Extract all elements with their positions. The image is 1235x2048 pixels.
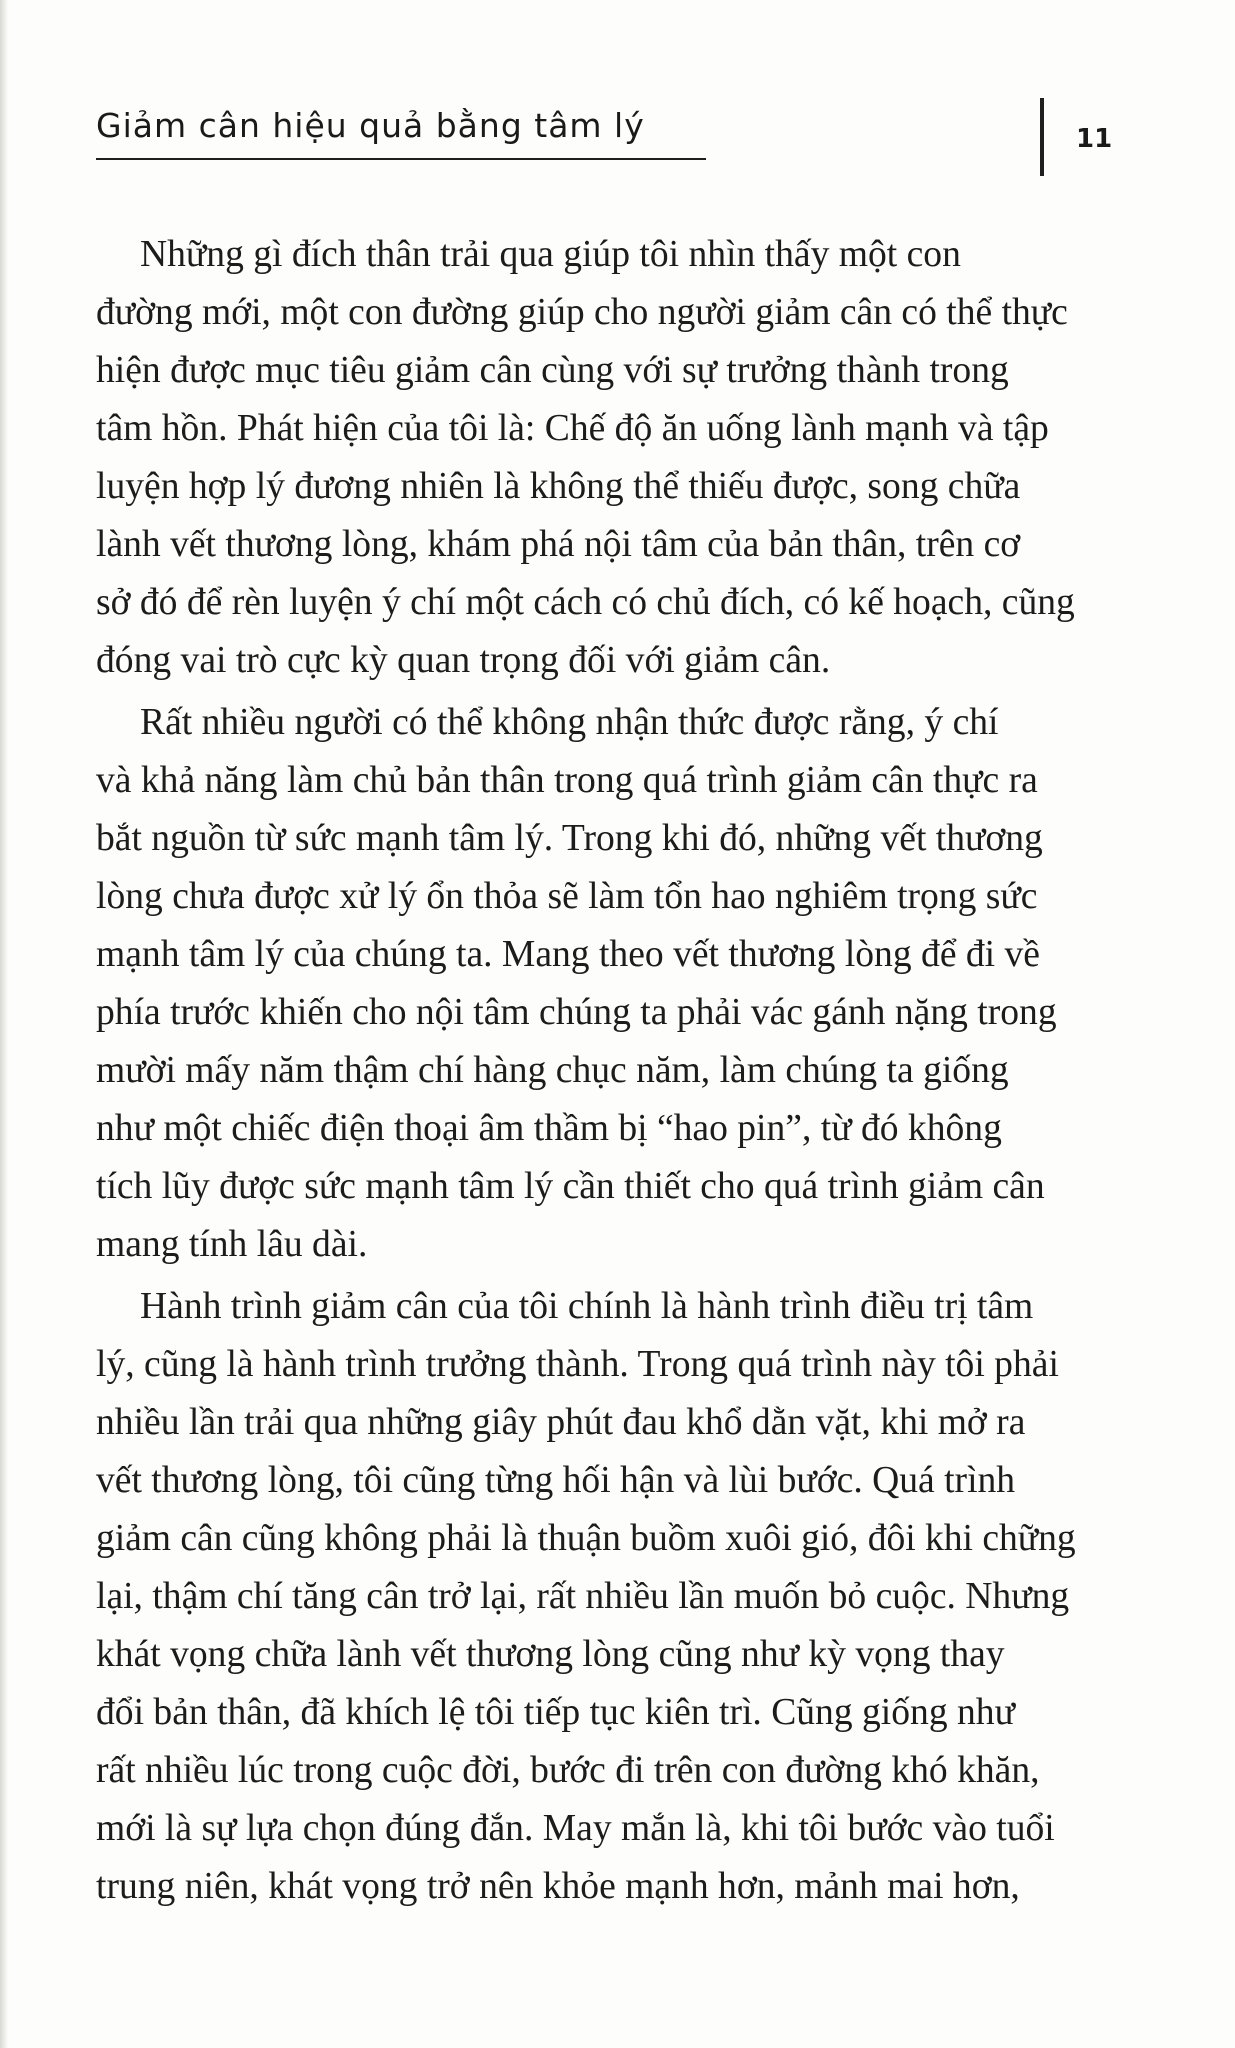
text-line: mười mấy năm thậm chí hàng chục năm, làm chúng ta giống (96, 1050, 1009, 1091)
text-line: giảm cân cũng không phải là thuận buồm xuôi gió, đôi khi chững (96, 1518, 1076, 1559)
text-line: lý, cũng là hành trình trưởng thành. Trong quá trình này tôi phải (96, 1344, 1059, 1385)
text-line: mạnh tâm lý của chúng ta. Mang theo vết thương lòng để đi về (96, 934, 1040, 975)
text-line: và khả năng làm chủ bản thân trong quá trình giảm cân thực ra (96, 760, 1038, 801)
running-title: Giảm cân hiệu quả bằng tâm lý (96, 106, 645, 145)
text-line: luyện hợp lý đương nhiên là không thể thiếu được, song chữa (96, 466, 1021, 507)
text-line: lòng chưa được xử lý ổn thỏa sẽ làm tổn hao nghiêm trọng sức (96, 876, 1038, 917)
text-line: rất nhiều lúc trong cuộc đời, bước đi trên con đường khó khăn, (96, 1750, 1040, 1791)
text-line: sở đó để rèn luyện ý chí một cách có chủ đích, có kế hoạch, cũng (96, 582, 1075, 623)
paragraph (96, 226, 1120, 690)
paragraph (96, 694, 1120, 1274)
text-line: đổi bản thân, đã khích lệ tôi tiếp tục kiên trì. Cũng giống như (96, 1692, 1015, 1733)
text-line: lành vết thương lòng, khám phá nội tâm của bản thân, trên cơ (96, 524, 1021, 565)
header-divider (1040, 98, 1044, 176)
text-line: nhiều lần trải qua những giây phút đau khổ dằn vặt, khi mở ra (96, 1402, 1026, 1443)
text-line: phía trước khiến cho nội tâm chúng ta phải vác gánh nặng trong (96, 992, 1057, 1033)
text-line: mang tính lâu dài. (96, 1224, 368, 1265)
text-line: tích lũy được sức mạnh tâm lý cần thiết cho quá trình giảm cân (96, 1166, 1045, 1207)
page-gutter-shadow (0, 0, 8, 2048)
text-line: như một chiếc điện thoại âm thầm bị “hao pin”, từ đó không (96, 1108, 1002, 1149)
page-header (96, 96, 1136, 186)
text-line: đường mới, một con đường giúp cho người giảm cân có thể thực (96, 292, 1068, 333)
text-line: hiện được mục tiêu giảm cân cùng với sự trưởng thành trong (96, 350, 1009, 391)
text-line: tâm hồn. Phát hiện của tôi là: Chế độ ăn uống lành mạnh và tập (96, 408, 1049, 449)
header-underline (96, 158, 706, 160)
text-line: bắt nguồn từ sức mạnh tâm lý. Trong khi đó, những vết thương (96, 818, 1043, 859)
text-line: Rất nhiều người có thể không nhận thức được rằng, ý chí (140, 702, 999, 743)
body-text (96, 226, 1120, 1920)
text-line: Những gì đích thân trải qua giúp tôi nhìn thấy một con (140, 234, 961, 275)
paragraph (96, 1278, 1120, 1916)
text-line: Hành trình giảm cân của tôi chính là hành trình điều trị tâm (140, 1286, 1034, 1327)
text-line: mới là sự lựa chọn đúng đắn. May mắn là, khi tôi bước vào tuổi (96, 1808, 1055, 1849)
text-line: trung niên, khát vọng trở nên khỏe mạnh hơn, mảnh mai hơn, (96, 1866, 1020, 1907)
text-line: lại, thậm chí tăng cân trở lại, rất nhiều lần muốn bỏ cuộc. Nhưng (96, 1576, 1070, 1617)
text-line: khát vọng chữa lành vết thương lòng cũng như kỳ vọng thay (96, 1634, 1005, 1675)
text-line: vết thương lòng, tôi cũng từng hối hận và lùi bước. Quá trình (96, 1460, 1016, 1501)
text-line: đóng vai trò cực kỳ quan trọng đối với giảm cân. (96, 640, 831, 681)
page-number: 11 (1076, 124, 1113, 154)
